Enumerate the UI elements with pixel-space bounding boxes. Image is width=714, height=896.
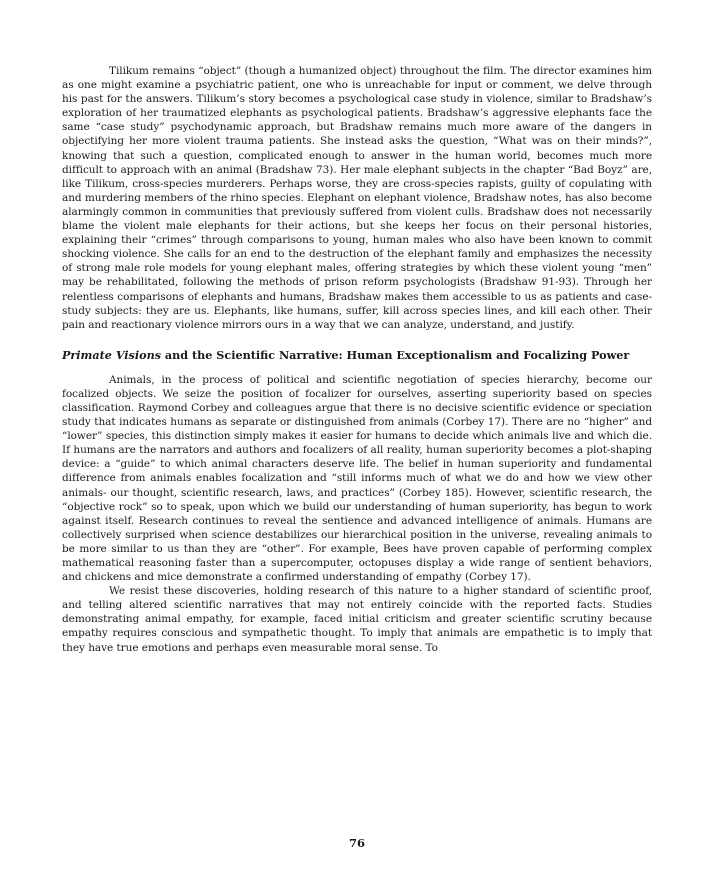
paragraph-focalized-objects: Animals, in the process of political and scientific negotiation of species hierarchy, become our focalized objects. We seize the position of focalizer for ourselves, asserting superiority based on species classification. Raymond Corbey and colleagues argue that there is no decisive scientific evidence or speciation study that indicates humans as separate or distinguished from animals (Corbey 17). There are no “higher” and “lower” species, this distinction simply makes it easier for humans to decide which animals live and which die. If humans are the narrators and authors and focalizers of all reality, human superiority becomes a plot-shaping device: a “guide” to which animal characters deserve life. The belief in human superiority and fundamental difference from animals enables focalization and “still informs much of what we do and how we view other animals- our thought, scientific research, laws, and practices” (Corbey 185). However, scientific research, the “objective rock” so to speak, upon which we build our understanding of human superiority, has begun to work against itself. Research continues to reveal the sentience and advanced intelligence of animals. Humans are collectively surprised when science destabilizes our hierarchical position in the universe, revealing animals to be more similar to us than they are “other”. For example, Bees have proven capable of performing complex mathematical reasoning faster than a supercomputer, octopuses display a wide range of sentient behaviors, and chickens and mice demonstrate a confirmed understanding of empathy (Corbey 17). xyxy=(62,373,652,584)
paragraph-tilikum: Tilikum remains “object” (though a humanized object) throughout the film. The director examines him as one might examine a psychiatric patient, one who is unreachable for input or comment, we delve through his past for the answers. Tilikum’s story becomes a psychological case study in violence, similar to Bradshaw’s exploration of her traumatized elephants as psychological patients. Bradshaw’s aggressive elephants face the same “case study” psychodynamic approach, but Bradshaw remains much more aware of the dangers in objectifying her more violent trauma patients. She instead asks the question, “What was on their minds?”, knowing that such a question, complicated enough to answer in the human world, becomes much more difficult to approach with an animal (Bradshaw 73). Her male elephant subjects in the chapter “Bad Boyz” are, like Tilikum, cross-species murderers. Perhaps worse, they are cross-species rapists, guilty of copulating with and murdering members of the rhino species. Elephant on elephant violence, Bradshaw notes, has also become alarmingly common in communities that previously suffered from violent culls. Bradshaw does not necessarily blame the violent male elephants for their actions, but she keeps her focus on their personal histories, explaining their “crimes” through comparisons to young, human males who also have been known to commit shocking violence. She calls for an end to the destruction of the elephant family and emphasizes the necessity of strong male role models for young elephant males, offering strategies by which these violent young “men” may be rehabilitated, following the methods of prison reform psychologists (Bradshaw 91-93). Through her relentless comparisons of elephants and humans, Bradshaw makes them accessible to us as patients and case-study subjects: they are us. Elephants, like humans, suffer, kill across species lines, and kill each other. Their pain and reactionary violence mirrors ours in a way that we can analyze, understand, and justify. xyxy=(62,65,652,331)
section-heading xyxy=(62,348,652,362)
page-body xyxy=(62,64,652,655)
section-heading-title-rest: and the Scientific Narrative: Human Exceptionalism and Focalizing Power xyxy=(161,347,630,362)
section-heading-title-italic: Primate Visions xyxy=(62,347,161,362)
paragraph-resist-discoveries: We resist these discoveries, holding research of this nature to a higher standard of scientific proof, and telling altered scientific narratives that may not entirely coincide with the reported facts. Studies demonstrating animal empathy, for example, faced initial criticism and greater scientific scrutiny because empathy requires conscious and sympathetic thought. To imply that animals are empathetic is to imply that they have true emotions and perhaps even measurable moral sense. To xyxy=(62,585,652,654)
page-number: 76 xyxy=(348,836,365,850)
